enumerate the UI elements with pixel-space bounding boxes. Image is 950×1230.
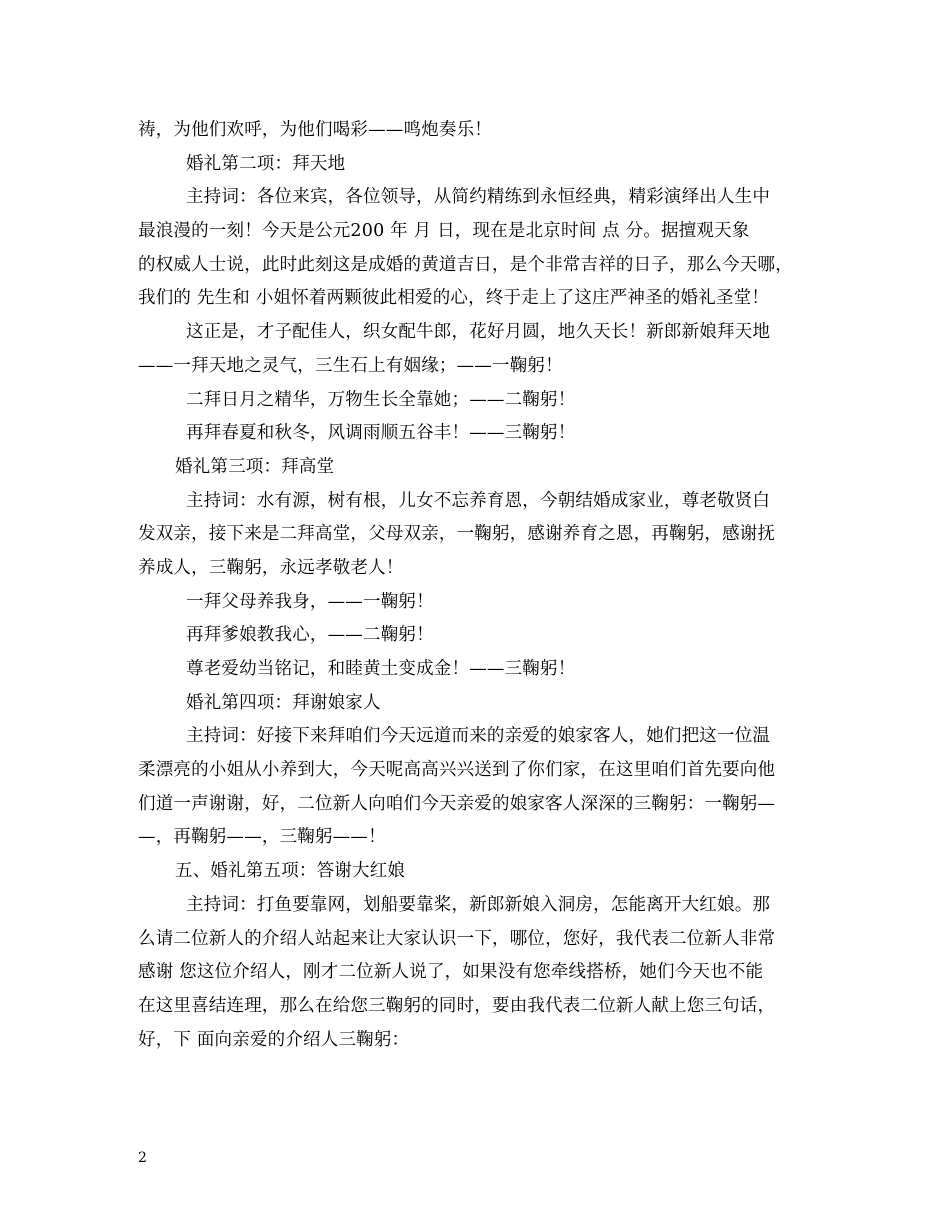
section-heading: 五、婚礼第五项：答谢大红娘 — [175, 861, 406, 882]
text-line: 主持词：好接下来拜咱们今天远道而来的亲爱的娘家客人，她们把这一位温 — [186, 726, 771, 747]
text-line: 一拜父母养我身，——一鞠躬！ — [186, 591, 434, 612]
text-line: 养成人，三鞠躬，永远孝敬老人！ — [138, 557, 404, 578]
section-heading: 婚礼第二项：拜天地 — [186, 153, 346, 174]
text-line: 柔漂亮的小姐从小养到大，今天呢高高兴兴送到了你们家，在这里咱们首先要向他 — [138, 760, 776, 781]
text-line: 么请二位新人的介绍人站起来让大家认识一下，哪位，您好，我代表二位新人非常 — [138, 928, 776, 949]
text-line: —，再鞠躬——，三鞠躬——！ — [138, 827, 386, 848]
text-line: 尊老爱幼当铭记，和睦黄土变成金！——三鞠躬！ — [186, 659, 576, 679]
text-line: 再拜爹娘教我心，——二鞠躬！ — [186, 625, 434, 646]
text-line: 这正是，才子配佳人，织女配牛郎，花好月圆，地久天长！新郎新娘拜天地 — [186, 322, 771, 343]
text-line: 祷，为他们欢呼，为他们喝彩——鸣炮奏乐！ — [138, 120, 492, 140]
text-line: 们道一声谢谢，好，二位新人向咱们今天亲爱的娘家客人深深的三鞠躬：一鞠躬— — [138, 793, 776, 814]
text-line: 的权威人士说，此时此刻这是成婚的黄道吉日，是个非常吉祥的日子，那么今天哪， — [138, 254, 793, 275]
text-line: 发双亲，接下来是二拜高堂，父母双亲，一鞠躬，感谢养育之恩，再鞠躬，感谢抚 — [138, 524, 776, 545]
text-line: 二拜日月之精华，万物生长全靠她；——二鞠躬！ — [186, 389, 576, 410]
text-line: 主持词：水有源，树有根，儿女不忘养育恩，今朝结婚成家业，尊老敬贤白 — [186, 490, 771, 511]
text-line: 好，下 面向亲爱的介绍人三鞠躬： — [138, 1029, 410, 1050]
text-line: 最浪漫的一刻！今天是公元200 年 月 日，现在是北京时间 点 分。据擅观天象 — [138, 221, 750, 242]
text-line: 主持词：各位来宾，各位领导，从简约精练到永恒经典，精彩演绎出人生中 — [186, 187, 771, 208]
section-heading: 婚礼第四项：拜谢娘家人 — [186, 692, 381, 713]
text-line: 主持词：打鱼要靠网，划船要靠桨，新郎新娘入洞房，怎能离开大红娘。那 — [186, 894, 771, 915]
document-body — [138, 114, 828, 1057]
text-line: 感谢 您这位介绍人，刚才二位新人说了，如果没有您牵线搭桥，她们今天也不能 — [138, 962, 764, 983]
page-number: 2 — [138, 1150, 147, 1166]
section-heading: 婚礼第三项：拜高堂 — [175, 456, 335, 477]
text-line: ——一拜天地之灵气，三生石上有姻缘；——一鞠躬！ — [138, 355, 563, 376]
text-line: 我们的 先生和 小姐怀着两颗彼此相爱的心，终于走上了这庄严神圣的婚礼圣堂！ — [138, 288, 770, 309]
text-line: 再拜春夏和秋冬，风调雨顺五谷丰！——三鞠躬！ — [186, 423, 576, 444]
text-line: 在这里喜结连理，那么在给您三鞠躬的同时，要由我代表二位新人献上您三句话， — [138, 995, 776, 1016]
